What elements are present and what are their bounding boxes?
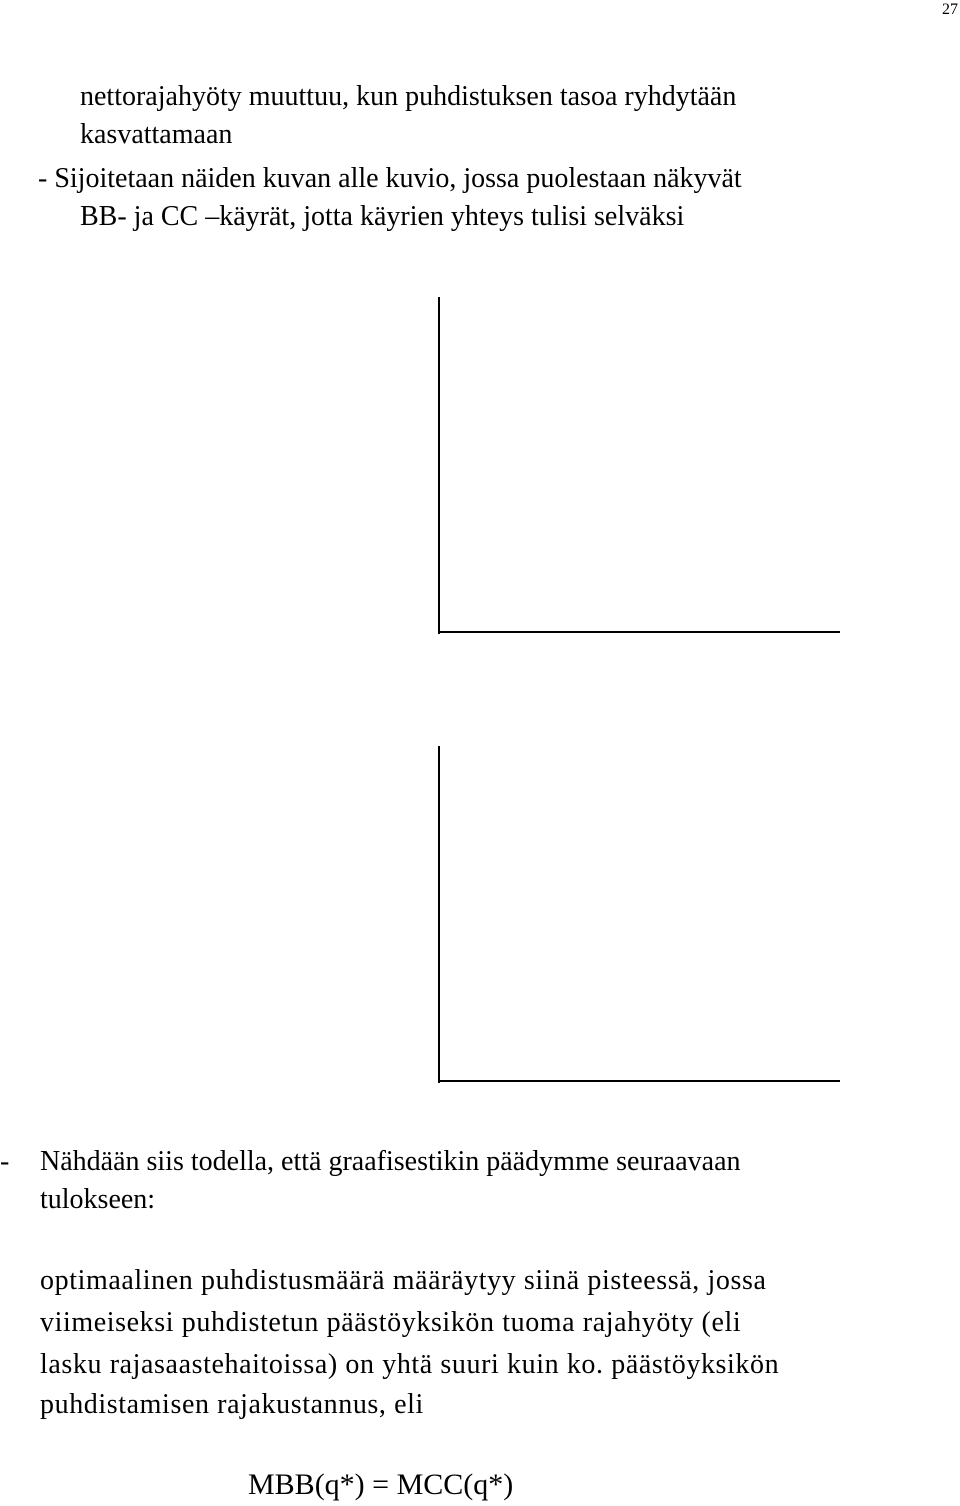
result-line-4: puhdistamisen rajakustannus, eli <box>40 1389 424 1420</box>
conclusion-bullet-line-2: tulokseen: <box>40 1184 156 1215</box>
optimality-equation: MBB(q*) = MCC(q*) <box>248 1468 514 1501</box>
page-number: 27 <box>942 1 958 18</box>
intro-line-2: kasvattamaan <box>80 119 233 150</box>
graph-top-y-axis <box>438 297 440 634</box>
result-line-1: optimaalinen puhdistusmäärä määräytyy siinä pisteessä, jossa <box>40 1265 767 1296</box>
result-line-2: viimeiseksi puhdistetun päästöyksikön tuoma rajahyöty (eli <box>40 1307 742 1338</box>
intro-bullet-line-1: - Sijoitetaan näiden kuvan alle kuvio, jossa puolestaan näkyvät <box>38 163 742 194</box>
intro-bullet-line-2: BB- ja CC –käyrät, jotta käyrien yhteys tulisi selväksi <box>80 201 685 232</box>
graph-bottom-y-axis <box>438 746 440 1083</box>
graph-top-x-axis <box>438 631 840 633</box>
conclusion-bullet-line-1: Nähdään siis todella, että graafisestikin päädymme seuraavaan <box>40 1146 741 1177</box>
conclusion-bullet-marker: - <box>0 1146 10 1177</box>
intro-line-1: nettorajahyöty muuttuu, kun puhdistuksen tasoa ryhdytään <box>80 81 737 112</box>
result-line-3: lasku rajasaastehaitoissa) on yhtä suuri kuin ko. päästöyksikön <box>40 1349 780 1380</box>
graph-bottom-x-axis <box>438 1080 840 1082</box>
